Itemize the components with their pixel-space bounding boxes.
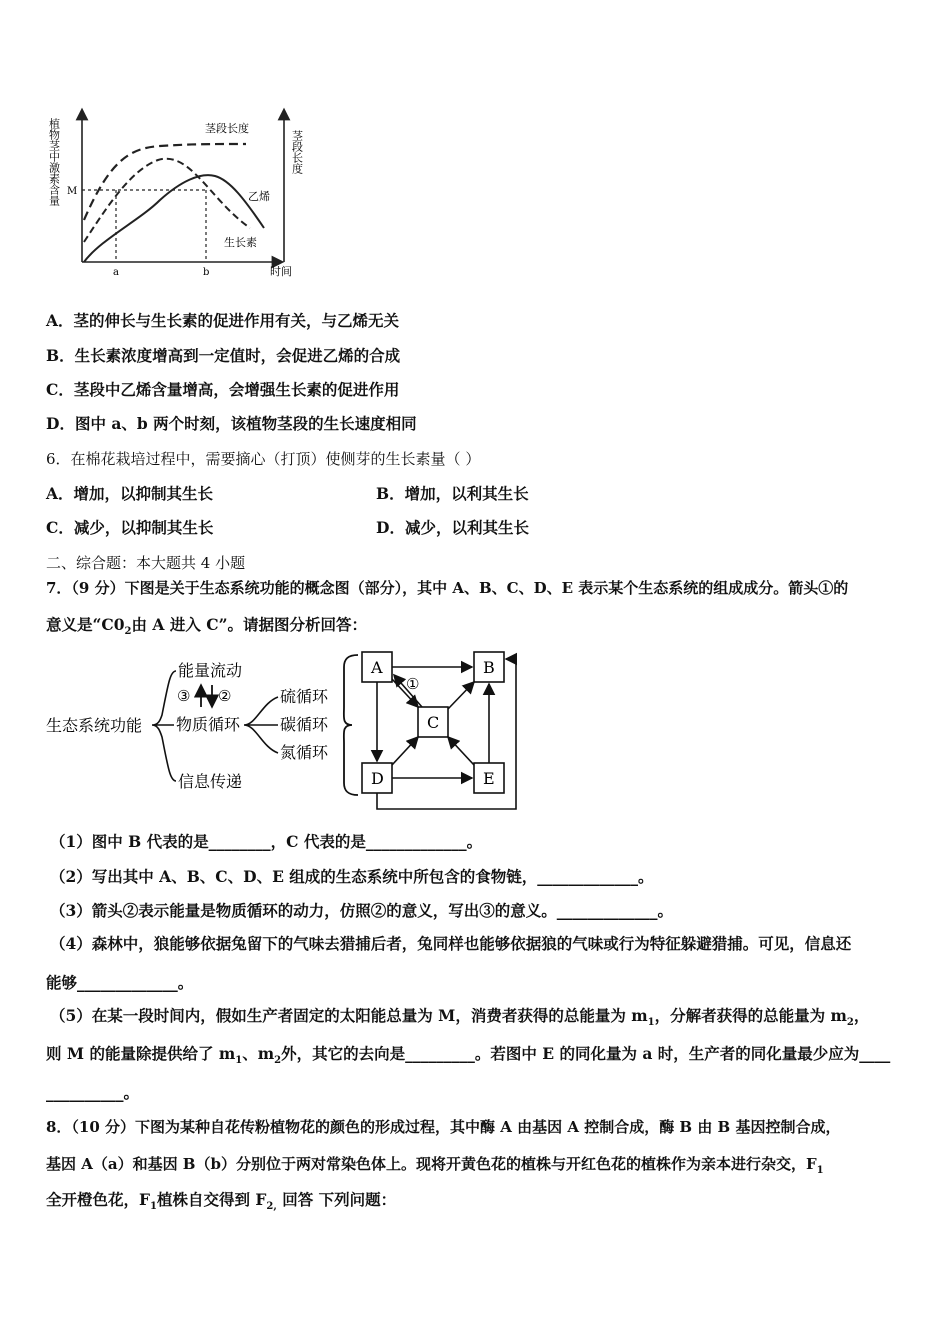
stem-length-label: 茎段长度 xyxy=(205,122,249,135)
q8-line2: 基因 A（a）和基因 B（b）分别位于两对常染色体上。现将开黄色花的植株与开红色花的植株作为亲本进行杂交，$F_1$ xyxy=(46,1155,824,1176)
q7-sub1: （1）图中 B 代表的是________，C 代表的是_____________。 xyxy=(50,832,483,851)
brace-right xyxy=(344,655,358,795)
material-cycle-label: 物质循环 xyxy=(176,715,241,734)
arrow-c-b xyxy=(448,682,474,709)
stem-length-curve xyxy=(84,144,246,220)
right-axis-label: 茎段长度 xyxy=(290,130,304,174)
energy-flow-label: 能量流动 xyxy=(178,661,243,680)
q7-sub2: （2）写出其中 A、B、C、D、E 组成的生态系统中所包含的食物链，_____________。 xyxy=(50,867,654,886)
b-label: b xyxy=(203,267,210,278)
section-heading: 二、综合题：本大题共 4 小题 xyxy=(46,554,246,572)
ecosystem-concept-diagram xyxy=(40,645,540,820)
auxin-label: 生长素 xyxy=(224,236,257,249)
q7-line2: 意义是“$C0_2$由 A 进入 C”。请据图分析回答： xyxy=(46,615,367,638)
q5-option-b: B．生长素浓度增高到一定值时，会促进乙烯的合成 xyxy=(46,346,401,365)
q7-line1: 7．（9 分）下图是关于生态系统功能的概念图（部分），其中 A、B、C、D、E 表示某个生态系统的组成成分。箭头①的 xyxy=(46,579,849,597)
q7-sub3: （3）箭头②表示能量是物质循环的动力，仿照②的意义，写出③的意义。_____________。 xyxy=(50,901,674,920)
arrow-1-label: ① xyxy=(406,675,420,693)
q7-sub4-line1: （4）森林中，狼能够依据兔留下的气味去猎捕后者，兔同样也能够依据狼的气味或行为特征躲避猎捕。可见，信息还 xyxy=(50,934,852,953)
m-label: M xyxy=(67,186,78,197)
sulfur-cycle-label: 硫循环 xyxy=(280,687,329,706)
brace-left xyxy=(152,671,176,781)
q6-stem: 6．在棉花栽培过程中，需要摘心（打顶）使侧芽的生长素量（ ） xyxy=(46,450,481,468)
root-label: 生态系统功能 xyxy=(46,716,143,735)
ethylene-curve xyxy=(84,159,250,242)
hormone-graph xyxy=(40,100,320,285)
q7-sub5-line1: （5）在某一段时间内，假如生产者固定的太阳能总量为 M，消费者获得的总能量为 $m_1$，分解者获得的总能量为 $m_2$， xyxy=(50,1006,870,1029)
q8-line1: 8．（10 分）下图为某种自花传粉植物花的颜色的形成过程，其中酶 A 由基因 A 控制合成，酶 B 由 B 基因控制合成， xyxy=(46,1118,841,1136)
ethylene-label: 乙烯 xyxy=(248,190,270,203)
y-axis-label: 植物茎中激素含量 xyxy=(47,118,61,206)
q7-sub5-line2: 则 M 的能量除提供给了 $m_1$、$m_2$外，其它的去向是_________。若图中 E 的同化量为 a 时，生产者的同化量最少应为____ xyxy=(46,1044,891,1067)
q6-option-c: C．减少，以抑制其生长 xyxy=(46,518,214,537)
q7-sub5-line3: __________。 xyxy=(46,1083,140,1102)
carbon-cycle-label: 碳循环 xyxy=(280,715,329,734)
arrow-d-c xyxy=(392,737,418,765)
arrow-3-label: ③ xyxy=(177,687,191,705)
time-label: 时间 xyxy=(270,265,292,278)
q5-option-c: C．茎段中乙烯含量增高，会增强生长素的促进作用 xyxy=(46,380,400,399)
q5-option-a: A．茎的伸长与生长素的促进作用有关，与乙烯无关 xyxy=(46,311,400,330)
q5-option-d: D．图中 a、b 两个时刻，该植物茎段的生长速度相同 xyxy=(46,414,417,433)
arrow-e-c xyxy=(448,737,474,765)
q6-option-a: A．增加，以抑制其生长 xyxy=(46,484,214,503)
q6-option-d: D．减少，以利其生长 xyxy=(376,518,529,537)
info-transfer-label: 信息传递 xyxy=(178,772,243,791)
box-d-label: D xyxy=(371,769,384,788)
box-b-label: B xyxy=(483,658,495,677)
nitrogen-cycle-label: 氮循环 xyxy=(280,743,329,762)
a-label: a xyxy=(113,267,119,278)
box-a-label: A xyxy=(371,658,383,677)
q6-option-b: B．增加，以利其生长 xyxy=(376,484,529,503)
box-c-label: C xyxy=(427,713,440,732)
q8-line3: 全开橙色花，$F_1$植株自交得到 $F_{2,}$ 回答 下列问题： xyxy=(46,1190,397,1213)
q7-sub4-line2: 能够_____________。 xyxy=(46,973,194,992)
arrow-2-label: ② xyxy=(218,687,232,705)
box-e-label: E xyxy=(483,769,495,788)
material-branches xyxy=(244,697,278,753)
